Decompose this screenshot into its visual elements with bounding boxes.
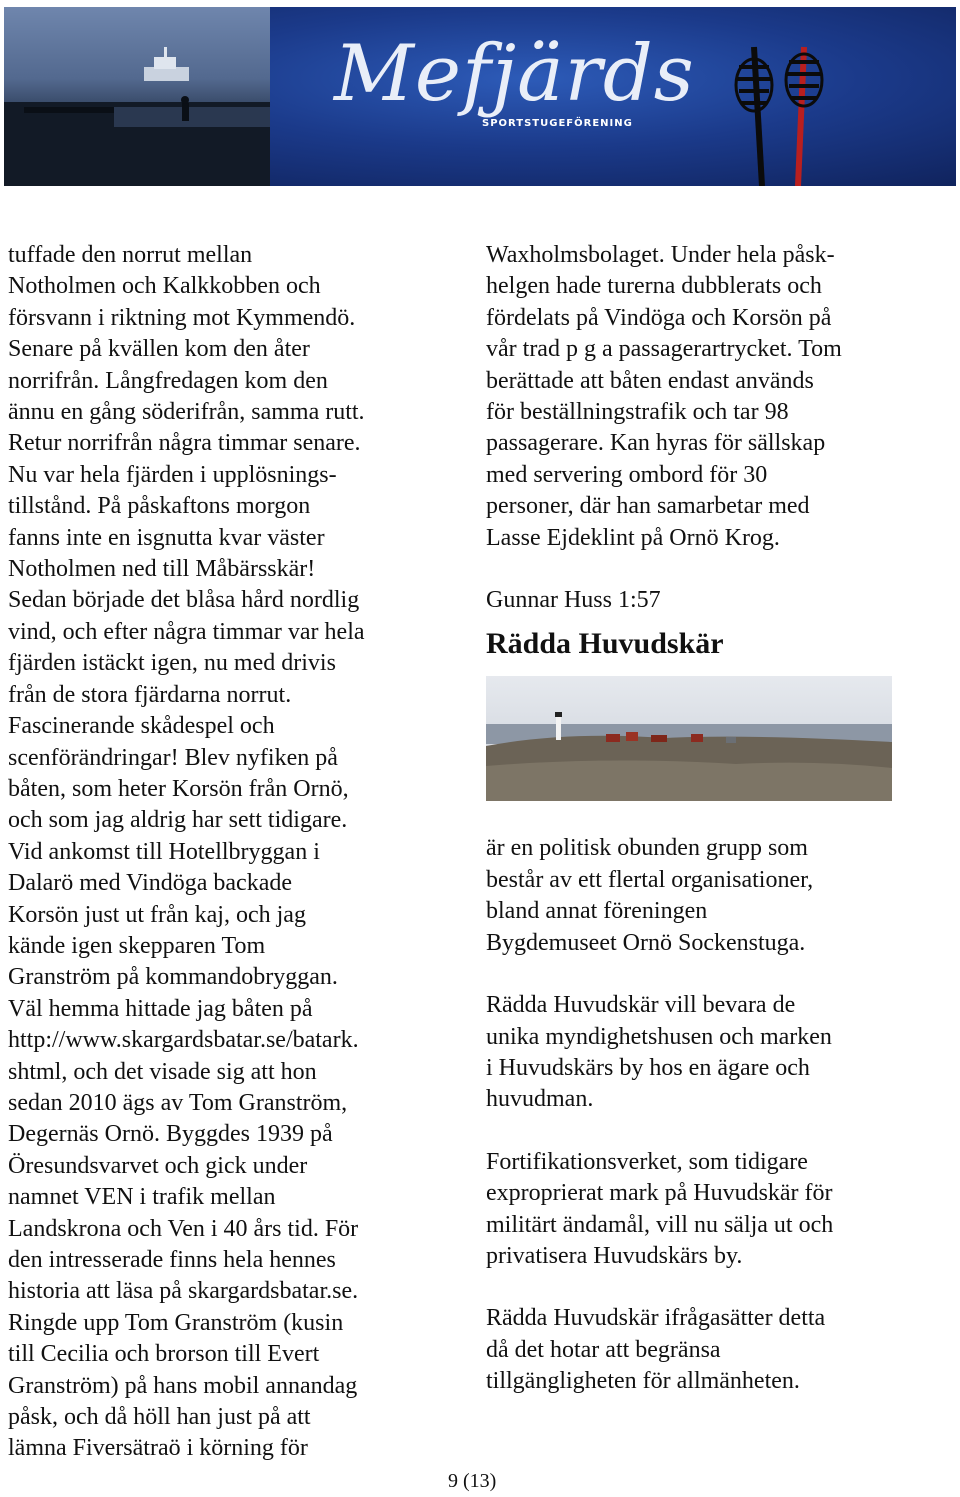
article-line: exproprierat mark på Huvudskär för [486,1180,833,1207]
spacer [486,1272,906,1303]
article-line: fjärden istäckt igen, nu med drivis [8,650,336,677]
article-line: tillstånd. På påskaftons morgon [8,493,311,520]
left-article-column [8,240,448,1465]
article-line: tuffade den norrut mellan [8,242,253,268]
article-line: Landskrona och Ven i 40 års tid. För [8,1215,359,1242]
article-line: passagerare. Kan hyras för sällskap [486,430,826,457]
article-line: Rädda Huvudskär vill bevara de [486,992,796,1019]
article-line: lämna Fiversätraö i körning för [8,1435,308,1462]
association-logo-subtitle: SPORTSTUGEFÖRENING [482,118,633,129]
article-line: Waxholmsbolaget. Under hela påsk- [486,242,835,268]
article-line: historia att läsa på skargardsbatar.se. [8,1278,359,1305]
spacer [486,554,906,585]
article-line: och som jag aldrig har sett tidigare. [8,807,348,834]
article-line: ännu en gång söderifrån, samma rutt. [8,399,365,426]
article-line: Dalarö med Vindöga backade [8,870,293,897]
article-line: från de stora fjärdarna norrut. [8,681,292,708]
article-line: norrifrån. Långfredagen kom den [8,367,328,394]
article-line: Ringde upp Tom Granström (kusin [8,1309,344,1336]
article-line: Bygdemuseet Ornö Sockenstuga. [486,929,806,956]
article-line: med servering ombord för 30 [486,461,768,488]
article-line: försvann i riktning mot Kymmendö. [8,304,356,331]
article-line: Väl hemma hittade jag båten på [8,995,313,1022]
spacer [486,959,906,990]
association-logo: Mefjärds [334,29,695,119]
article-line: den intresserade finns hela hennes [8,1247,336,1273]
article-line: till Cecilia och brorson till Evert [8,1341,320,1368]
article-line: Fortifikationsverket, som tidigare [486,1148,808,1175]
article-line: Retur norrifrån några timmar senare. [8,430,361,457]
article-line: i Huvudskärs by hos en ägare och [486,1054,810,1081]
article-line: för beställningstrafik och tar 98 [486,399,789,426]
section-heading: Rädda Huvudskär [486,627,724,661]
article-line: tillgängligheten för allmänheten. [486,1368,800,1395]
article-line: berättade att båten endast används [486,367,814,394]
article-line: Nu var hela fjärden i upplösnings- [8,461,337,488]
article-line: Granström) på hans mobil annandag [8,1372,358,1399]
article-line: shtml, och det visade sig att hon [8,1058,317,1085]
article-line: Notholmen och Kalkkobben och [8,273,321,300]
huvudskar-photo [486,676,892,801]
article-line: Senare på kvällen kom den åter [8,336,310,363]
article-line: Lasse Ejdeklint på Ornö Krog. [486,524,780,551]
article-line: privatisera Huvudskärs by. [486,1242,743,1269]
article-line: Fascinerande skådespel och [8,713,275,740]
article-line: helgen hade turerna dubblerats och [486,273,822,300]
article-line: vår trad p g a passagerartrycket. Tom [486,336,842,363]
article-line: Rädda Huvudskär ifrågasätter detta [486,1305,826,1332]
article-line: är en politisk obunden grupp som [486,835,808,862]
header-banner [4,7,956,186]
article-line: Vid ankomst till Hotellbryggan i [8,838,320,865]
article-line: består av ett flertal organisationer, [486,866,814,893]
article-line: personer, där han samarbetar med [486,493,810,520]
article-line: bland annat föreningen [486,898,708,925]
article-line: Öresundsvarvet och gick under [8,1152,308,1179]
article-line: http://www.skargardsbatar.se/batark. [8,1027,359,1054]
article-line: Korsön just ut från kaj, och jag [8,901,306,928]
author-signature: Gunnar Huss 1:57 [486,587,661,614]
spacer [486,1116,906,1147]
article-line: huvudman. [486,1086,594,1113]
article-line: Notholmen ned till Måbärsskär! [8,556,316,583]
right-article-column [486,240,906,1398]
article-line: scenförändringar! Blev nyfiken på [8,744,338,771]
article-line: vind, och efter några timmar var hela [8,618,365,645]
article-line: fanns inte en isgnutta kvar väster [8,524,325,551]
article-line: namnet VEN i trafik mellan [8,1184,276,1211]
article-line: Granström på kommandobryggan. [8,964,338,991]
ferry-pier-photo [4,7,270,186]
paddles-illustration [704,7,864,186]
article-line: båten, som heter Korsön från Ornö, [8,775,349,802]
article-line: Sedan började det blåsa hård nordlig [8,587,360,614]
article-line: sedan 2010 ägs av Tom Granström, [8,1089,348,1116]
page-number: 9 (13) [448,1470,497,1492]
article-line: fördelats på Vindöga och Korsön på [486,304,832,331]
article-line: då det hotar att begränsa [486,1336,721,1363]
article-line: militärt ändamål, vill nu sälja ut och [486,1211,834,1238]
article-line: Degernäs Ornö. Byggdes 1939 på [8,1121,333,1148]
article-line: unika myndighetshusen och marken [486,1023,832,1050]
article-line: kände igen skepparen Tom [8,932,266,959]
article-line: påsk, och då höll han just på att [8,1404,311,1431]
